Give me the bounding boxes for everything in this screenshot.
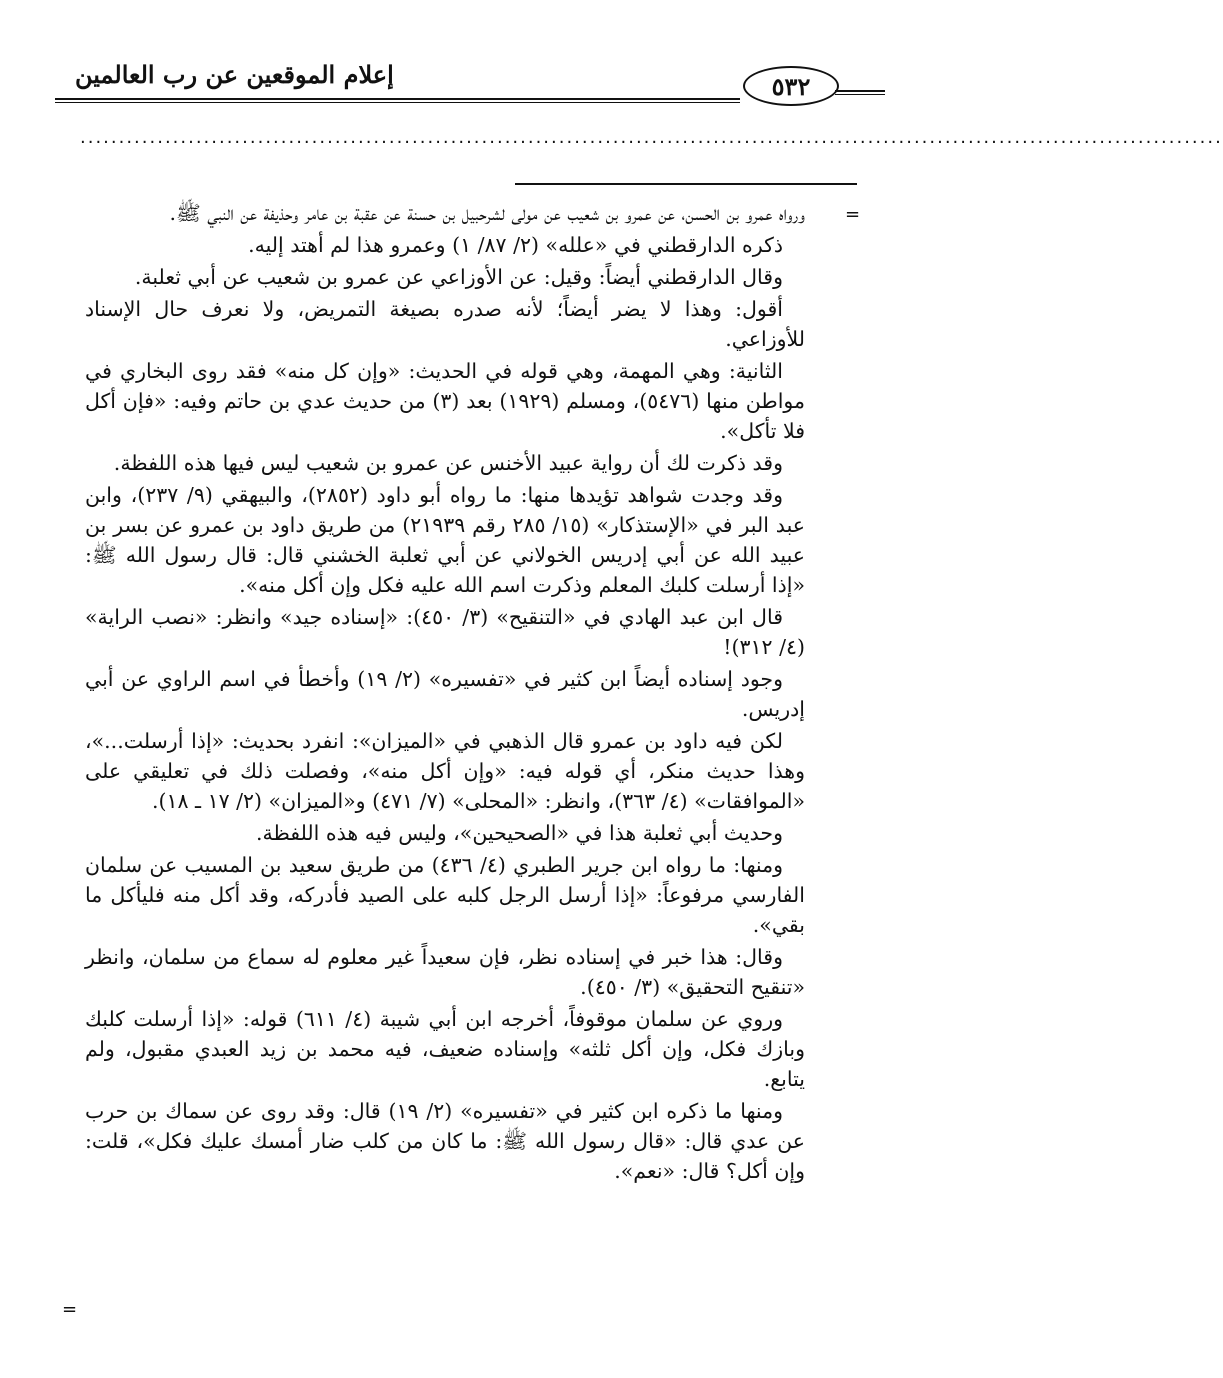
page-number: ٥٣٢ [743,66,839,106]
footnote-body [85,198,805,1188]
paragraph: الثانية: وهي المهمة، وهي قوله في الحديث: «وإن كل منه» فقد روى البخاري في مواطن منها (٥٤٧٦)، ومسلم (١٩٢٩) بعد (٣) من حديث عدي بن حاتم وفيه: «فإن أكل فلا تأكل». [85,359,805,443]
paragraph: وجود إسناده أيضاً ابن كثير في «تفسيره» (٢/ ١٩) وأخطأ في اسم الراوي عن أبي إدريس. [85,667,805,721]
continuation-mark-top: = [845,204,861,225]
paragraph: وحديث أبي ثعلبة هذا في «الصحيحين»، وليس فيه هذه اللفظة. [255,821,783,845]
paragraph: وقال: هذا خبر في إسناده نظر، فإن سعيداً غير معلوم له سماع من سلمان، وانظر «تنقيح التحقيق» (٣/ ٤٥٠). [85,945,805,999]
paragraph: وقال الدارقطني أيضاً: وقيل: عن الأوزاعي عن عمرو بن شعيب عن أبي ثعلبة. [134,265,783,289]
page-header [55,60,885,110]
paragraph: وقد ذكرت لك أن رواية عبيد الأخنس عن عمرو بن شعيب ليس فيها هذه اللفظة. [113,451,783,475]
paragraph: وروي عن سلمان موقوفاً، أخرجه ابن أبي شيبة (٤/ ٦١١) قوله: «إذا أرسلت كلبك وبازك فكل، وإن أكل ثلثه» وإسناده ضعيف، فيه محمد بن زيد العبدي مقبول، ولم يتابع. [85,1007,805,1091]
footnote-rule [515,183,857,185]
paragraph: ذكره الدارقطني في «علله» (٢/ ٨٧/ ١) وعمرو هذا لم أهتد إليه. [248,233,783,257]
dotted-separator: .................................................................................................................................................... [80,127,1223,148]
header-rule-right-thin [835,94,885,95]
header-rule-right [835,90,885,92]
paragraph: أقول: وهذا لا يضر أيضاً؛ لأنه صدره بصيغة التمريض، ولا نعرف حال الإسناد للأوزاعي. [85,297,805,351]
header-rule-thin [55,102,740,103]
header-rule [55,98,740,100]
paragraph: ورواه عمرو بن الحسن، عن عمرو بن شعيب عن مولى لشرحبيل بن حسنة عن عقبة بن عامر وحذيفة عن النبي ﷺ. [169,201,805,225]
paragraph: وقد وجدت شواهد تؤيدها منها: ما رواه أبو داود (٢٨٥٢)، والبيهقي (٩/ ٢٣٧)، وابن عبد البر في «الإستذكار» (١٥/ ٢٨٥ رقم ٢١٩٣٩) من طريق داود بن عمرو عن بسر بن عبيد الله عن أبي إدريس الخولاني عن أبي ثعلبة الخشني قال: قال رسول الله ﷺ: «إذا أرسلت كلبك المعلم وذكرت اسم الله عليه فكل وإن أكل منه». [85,483,805,597]
paragraph: ومنها ما ذكره ابن كثير في «تفسيره» (٢/ ١٩) قال: وقد روى عن سماك بن حرب عن عدي قال: «قال رسول الله ﷺ: ما كان من كلب ضار أمسك عليك فكل»، قلت: وإن أكل؟ قال: «نعم». [85,1099,805,1183]
paragraph: ومنها: ما رواه ابن جرير الطبري (٤/ ٤٣٦) من طريق سعيد بن المسيب عن سلمان الفارسي مرفوعاً: «إذا أرسل الرجل كلبه على الصيد فأدركه، وقد أكل منه فليأكل ما بقي». [85,853,805,937]
book-title: إعلام الموقعين عن رب العالمين [75,60,394,89]
paragraph: قال ابن عبد الهادي في «التنقيح» (٣/ ٤٥٠): «إسناده جيد» وانظر: «نصب الراية» (٤/ ٣١٢)! [85,605,805,659]
paragraph: لكن فيه داود بن عمرو قال الذهبي في «الميزان»: انفرد بحديث: «إذا أرسلت...»، وهذا حديث منكر، أي قوله فيه: «وإن أكل منه»، وفصلت ذلك في تعليقي على «الموافقات» (٤/ ٣٦٣)، وانظر: «المحلى» (٧/ ٤٧١) و«الميزان» (٢/ ١٧ ـ ١٨). [85,729,805,813]
continuation-mark-bottom: = [62,1299,78,1320]
